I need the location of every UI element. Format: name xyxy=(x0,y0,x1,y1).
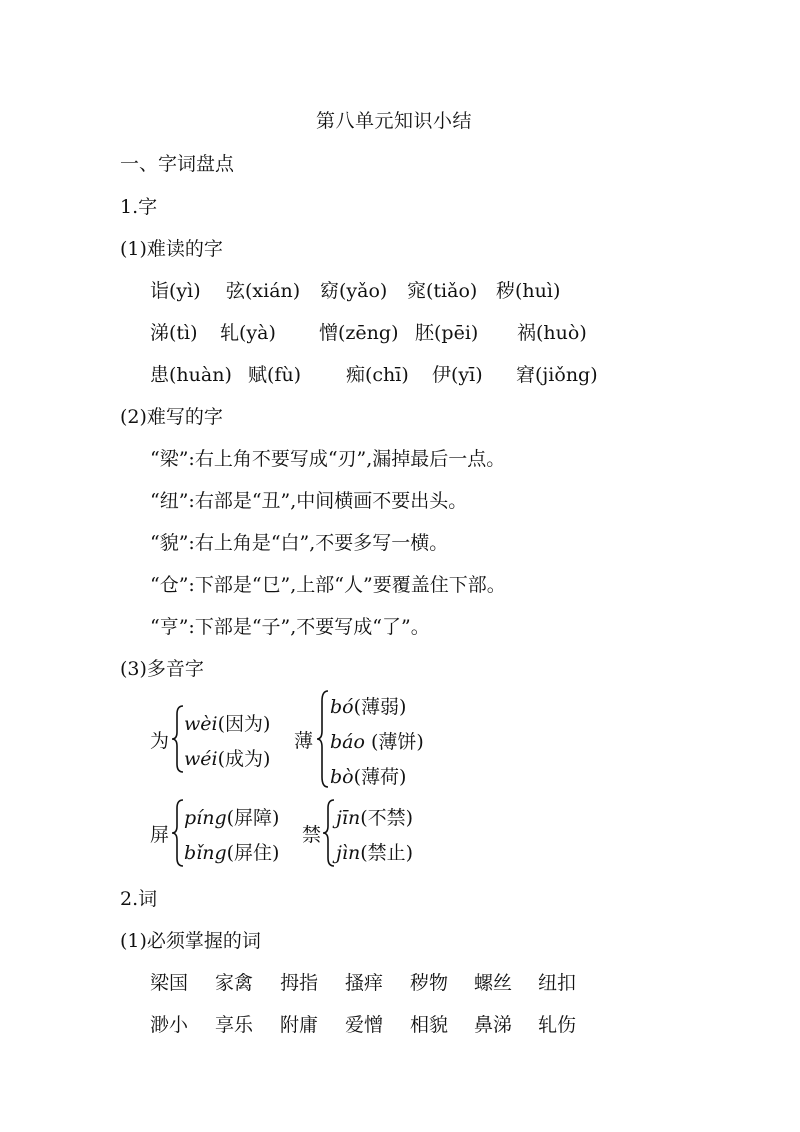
char-item: 痴(chī) xyxy=(346,364,409,386)
char-item: 窘(jiǒng) xyxy=(516,364,598,386)
polyphone-option xyxy=(336,803,413,830)
pinyin: jīn xyxy=(336,807,361,829)
example-word: (成为) xyxy=(217,748,271,770)
subheading-characters: 1.字 xyxy=(120,196,158,218)
page-title: 第八单元知识小结 xyxy=(316,110,473,132)
word-item: 享乐 xyxy=(215,1014,254,1036)
word-item: 相貌 xyxy=(410,1014,449,1036)
word-item: 梁国 xyxy=(150,972,189,994)
word-item: 鼻涕 xyxy=(474,1014,513,1036)
write-note: “貌”:右上角是“白”,不要多写一横。 xyxy=(150,532,449,554)
word-item: 螺丝 xyxy=(474,972,513,994)
brace-icon xyxy=(322,798,336,868)
char-item: 窕(tiǎo) xyxy=(407,280,478,302)
char-item: 秽(huì) xyxy=(496,280,561,302)
char-item: 轧(yà) xyxy=(220,322,276,344)
pinyin: bǐng xyxy=(184,842,227,864)
section-heading-words: 一、字词盘点 xyxy=(120,153,235,175)
char-item: 憎(zēng) xyxy=(319,322,399,344)
brace-icon xyxy=(316,689,330,789)
polyphone-char: 为 xyxy=(150,730,170,752)
polyphone-option xyxy=(184,744,270,771)
word-item: 家禽 xyxy=(215,972,254,994)
pinyin: báo xyxy=(330,731,365,753)
example-word: (屏住) xyxy=(226,842,280,864)
heading-difficult-read: (1)难读的字 xyxy=(120,238,223,260)
char-item: 胚(pēi) xyxy=(415,322,479,344)
polyphone-option xyxy=(184,803,279,830)
word-item: 轧伤 xyxy=(538,1014,577,1036)
polyphone-option xyxy=(336,838,413,865)
word-item: 纽扣 xyxy=(538,972,577,994)
char-item: 诣(yì) xyxy=(150,280,201,302)
word-item: 附庸 xyxy=(280,1014,319,1036)
pinyin: wéi xyxy=(184,748,218,770)
char-item: 赋(fù) xyxy=(248,364,302,386)
example-word: (薄饼) xyxy=(364,731,424,753)
polyphone-char: 屏 xyxy=(150,824,170,846)
char-item: 伊(yī) xyxy=(432,364,483,386)
example-word: (禁止) xyxy=(360,842,414,864)
example-word: (薄荷) xyxy=(353,766,407,788)
polyphone-option xyxy=(330,762,406,789)
char-item: 窈(yǎo) xyxy=(320,280,388,302)
polyphone-option xyxy=(184,838,279,865)
heading-must-words: (1)必须掌握的词 xyxy=(120,930,261,952)
heading-polyphones: (3)多音字 xyxy=(120,658,204,680)
word-item: 拇指 xyxy=(280,972,319,994)
char-item: 祸(huò) xyxy=(517,322,587,344)
pinyin: bò xyxy=(330,766,354,788)
polyphone-option xyxy=(330,727,424,754)
word-item: 渺小 xyxy=(150,1014,189,1036)
char-item: 患(huàn) xyxy=(150,364,232,386)
write-note: “亨”:下部是“子”,不要写成“了”。 xyxy=(150,616,430,638)
subheading-words: 2.词 xyxy=(120,888,158,910)
polyphone-char: 禁 xyxy=(302,824,322,846)
polyphone-char: 薄 xyxy=(294,730,314,752)
polyphone-option xyxy=(184,709,270,736)
brace-icon xyxy=(171,798,185,868)
word-item: 秽物 xyxy=(410,972,449,994)
example-word: (薄弱) xyxy=(353,696,407,718)
write-note: “纽”:右部是“丑”,中间横画不要出头。 xyxy=(150,490,468,512)
example-word: (屏障) xyxy=(226,807,280,829)
pinyin: wèi xyxy=(184,713,218,735)
example-word: (不禁) xyxy=(360,807,414,829)
char-item: 涕(tì) xyxy=(150,322,198,344)
example-word: (因为) xyxy=(217,713,271,735)
write-note: “仓”:下部是“㔾”,上部“人”要覆盖住下部。 xyxy=(150,574,506,596)
char-item: 弦(xián) xyxy=(226,280,301,302)
word-item: 搔痒 xyxy=(345,972,384,994)
polyphone-option xyxy=(330,692,406,719)
pinyin: píng xyxy=(184,807,227,829)
heading-difficult-write: (2)难写的字 xyxy=(120,406,223,428)
pinyin: bó xyxy=(330,696,354,718)
brace-icon xyxy=(171,704,185,774)
pinyin: jìn xyxy=(336,842,361,864)
word-item: 爱憎 xyxy=(345,1014,384,1036)
write-note: “梁”:右上角不要写成“刃”,漏掉最后一点。 xyxy=(150,448,506,470)
